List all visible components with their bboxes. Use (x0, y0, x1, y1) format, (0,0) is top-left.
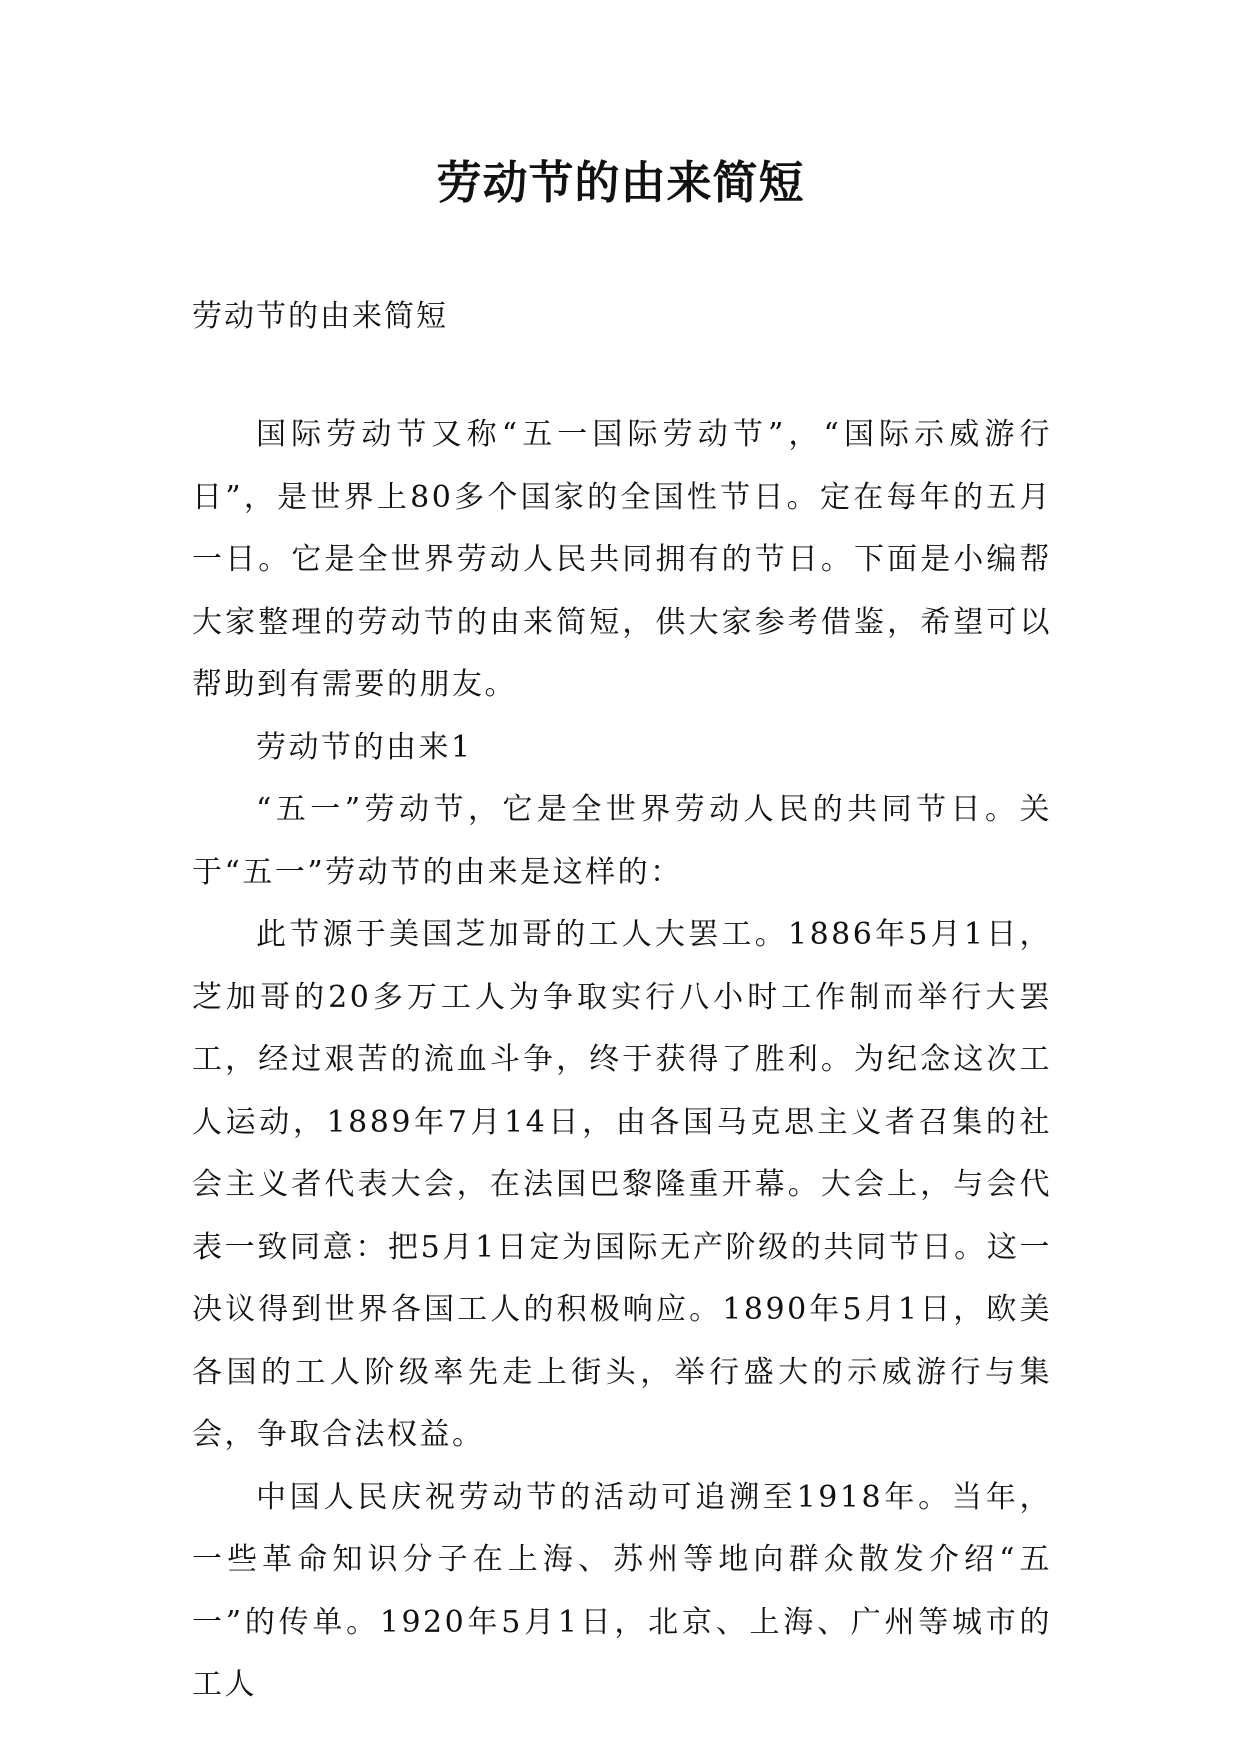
paragraph-origin-intro: “五一”劳动节，它是全世界劳动人民的共同节日。关于“五一”劳动节的由来是这样的： (192, 792, 1052, 890)
document-body (192, 404, 1052, 1717)
paragraph-intro: 国际劳动节又称“五一国际劳动节”，“国际示威游行日”，是世界上80多个国家的全国性节日。定在每年的五月一日。它是全世界劳动人民共同拥有的节日。下面是小编帮大家整理的劳动节的由来简短，供大家参考借鉴，希望可以帮助到有需要的朋友。 (192, 417, 1052, 702)
document-title: 劳动节的由来简短 (436, 156, 805, 209)
document-subtitle: 劳动节的由来简短 (192, 299, 448, 334)
section-heading: 劳动节的由来1 (256, 729, 473, 765)
paragraph-china-history: 中国人民庆祝劳动节的活动可追溯至1918年。当年，一些革命知识分子在上海、苏州等地向群众散发介绍“五一”的传单。1920年5月1日，北京、上海、广州等城市的工人 (192, 1479, 1052, 1702)
paragraph-chicago-strike: 此节源于美国芝加哥的工人大罢工。1886年5月1日，芝加哥的20多万工人为争取实行八小时工作制而举行大罢工，经过艰苦的流血斗争，终于获得了胜利。为纪念这次工人运动，1889年7月14日，由各国马克思主义者召集的社会主义者代表大会，在法国巴黎隆重开幕。大会上，与会代表一致同意：把5月1日定为国际无产阶级的共同节日。这一决议得到世界各国工人的积极响应。1890年5月1日，欧美各国的工人阶级率先走上街头，举行盛大的示威游行与集会，争取合法权益。 (192, 917, 1052, 1452)
